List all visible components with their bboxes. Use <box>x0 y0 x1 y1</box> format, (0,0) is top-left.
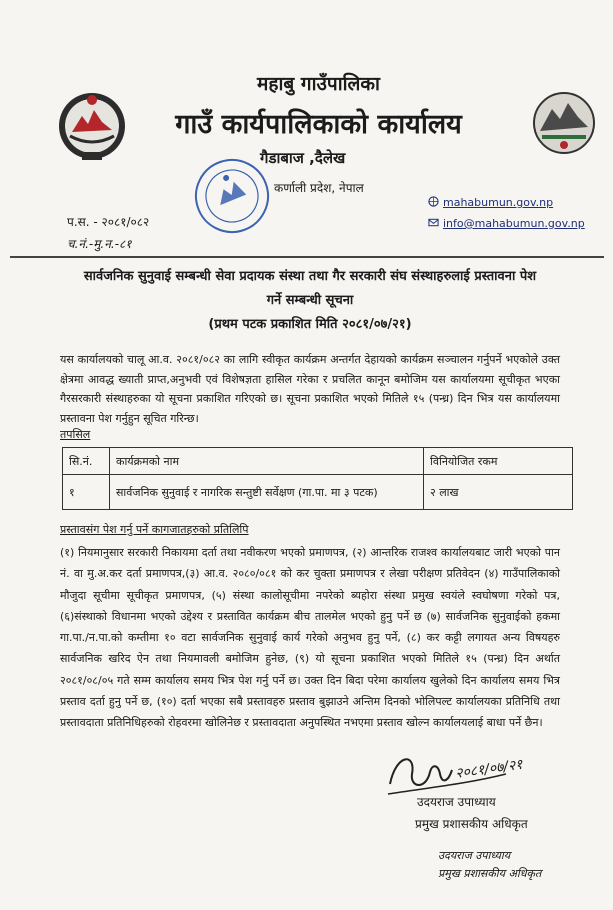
dispatch-number: च.नं.-मु.न.-८१ <box>67 237 132 251</box>
globe-icon <box>428 196 439 207</box>
cell-program-name: सार्वजनिक सुनुवाई र नागरिक सन्तुष्टी सर्वेक्षण (गा.पा. मा ३ पटक) <box>110 475 424 510</box>
website-text: mahabumun.gov.np <box>443 196 554 209</box>
col-budget: विनियोजित रकम <box>424 448 573 475</box>
signatory-designation: प्रमुख प्रशासकीय अधिकृत <box>415 817 528 831</box>
program-table <box>62 447 573 510</box>
office-name: गाउँ कार्यपालिकाको कार्यालय <box>175 109 462 140</box>
table-header-row <box>63 448 573 475</box>
documents-heading: प्रस्तावसंग पेश गर्नु पर्ने कागजातहरुको प्रतिलिपि <box>60 523 249 536</box>
notice-publish-date: (प्रथम पटक प्रकाशित मिति २०८१/०७/२१) <box>208 317 412 332</box>
website-link[interactable] <box>428 196 553 209</box>
cell-sn: १ <box>63 475 110 510</box>
mail-icon <box>428 217 439 228</box>
documents-paragraph: (१) नियमानुसार सरकारी निकायमा दर्ता तथा नवीकरण भएको प्रमाणपत्र, (२) आन्तरिक राजश्व कार्यालयबाट जारी भएको पान नं. वा मु.अ.कर दर्ता प्रमाणपत्र,(३) आ.व. २०८०/०८१ को कर चुक्ता प्रमाणपत्र र लेखा परीक्षण प्रतिवेदन (४) गाउँपालिकाको मौजुदा सूचीमा सूचीकृत प्रमाणपत्र, (५) संस्था कालोसूचीमा नपरेको ब्यहोरा संस्था प्रमुख स्वयंले स्वघोषणा गरेको पत्र, (६)संस्थाको विधानमा भएको उद्देश्य र प्रस्तावित कार्यक्रम बीच तालमेल भएको हुनु पर्ने छ (७) सार्वजनिक सुनुवाईको हकमा गा.पा./न.पा.को कम्तीमा १० वटा सार्वजनिक सुनुवाई कार्य गरेको अनुभव हुनु पर्ने, (८) कर कट्टी लगायत अन्य विषयहरु सार्वजनिक खरिद ऐन तथा नियमावली बमोजिम हुनेछ, (९) यो सूचना प्रकाशित भएको मितिले १५ (पन्ध्र) दिन अर्थात २०८१/०८/०५ गते सम्म कार्यालय समय भित्र पेश गर्नु पर्ने छ। उक्त दिन बिदा परेमा कार्यालय खुलेको दिन कार्यालय समय भित्र प्रस्ताव दर्ता हुनु पर्ने छ, (१०) दर्ता भएका सबै प्रस्तावहरु प्रस्ताव बुझाउने अन्तिम दिनको भोलिपल्ट कार्यालयका प्रतिनिधि तथा प्रस्तावदाता प्रतिनिधिहरुको रोहवरमा खोलिनेछ र प्रस्तावदाता अनुपस्थित नभएमा प्रस्ताव खोल्न कार्यालयलाई बाधा पर्ने छैन। <box>60 546 560 730</box>
stamp-name: उदयराज उपाध्याय <box>438 849 511 862</box>
col-sn: सि.नं. <box>63 448 110 475</box>
table-row <box>63 475 573 510</box>
office-address: गैडाबाज ,दैलेख <box>260 149 346 167</box>
municipality-name: महाबु गाउँपालिका <box>257 73 380 95</box>
province-label: कर्णाली प्रदेश, नेपाल <box>274 181 364 195</box>
reference-number: प.स. - २०८१/०८२ <box>67 215 150 229</box>
col-program-name: कार्यक्रमको नाम <box>110 448 424 475</box>
details-heading: तपसिल <box>60 428 91 441</box>
email-text: info@mahabumun.gov.np <box>443 217 585 230</box>
municipality-logo-icon <box>532 87 596 163</box>
cell-budget: २ लाख <box>424 475 573 510</box>
stamp-designation: प्रमुख प्रशासकीय अधिकृत <box>438 867 542 880</box>
signatory-name: उदयराज उपाध्याय <box>417 795 496 809</box>
notice-title-line-2: गर्ने सम्बन्धी सूचना <box>266 293 354 308</box>
office-seal-icon <box>188 155 276 237</box>
signature-date: २०८१/०७/२१ <box>454 756 524 782</box>
intro-paragraph: यस कार्यालयको चालू आ.व. २०८१/०८२ का लागि स्वीकृत कार्यक्रम अन्तर्गत देहायको कार्यक्रम सञ्चालन गर्नुपर्ने भएकोले उक्त क्षेत्रमा आवद्ध ख्याती प्राप्त,अनुभवी एवं विशेषज्ञता हासिल गरेका र प्रचलित कानून बमोजिम यस कार्यालयमा सूचीकृत भएका गैरसरकारी संस्थाहरुका यो सूचना प्रकाशित गरिएको छ। सूचना प्रकाशित भएको मितिले १५ (पन्ध्र) दिन भित्र यस कार्यालयमा प्रस्तावना पेश गर्नुहुन सूचित गरिन्छ। <box>60 353 560 425</box>
email-link[interactable] <box>428 217 585 230</box>
header-divider <box>10 256 604 258</box>
notice-title-line-1: सार्वजनिक सुनुवाई सम्बन्धी सेवा प्रदायक संस्था तथा गैर सरकारी संघ संस्थाहरुलाई प्रस्तावना पेश <box>83 269 537 284</box>
